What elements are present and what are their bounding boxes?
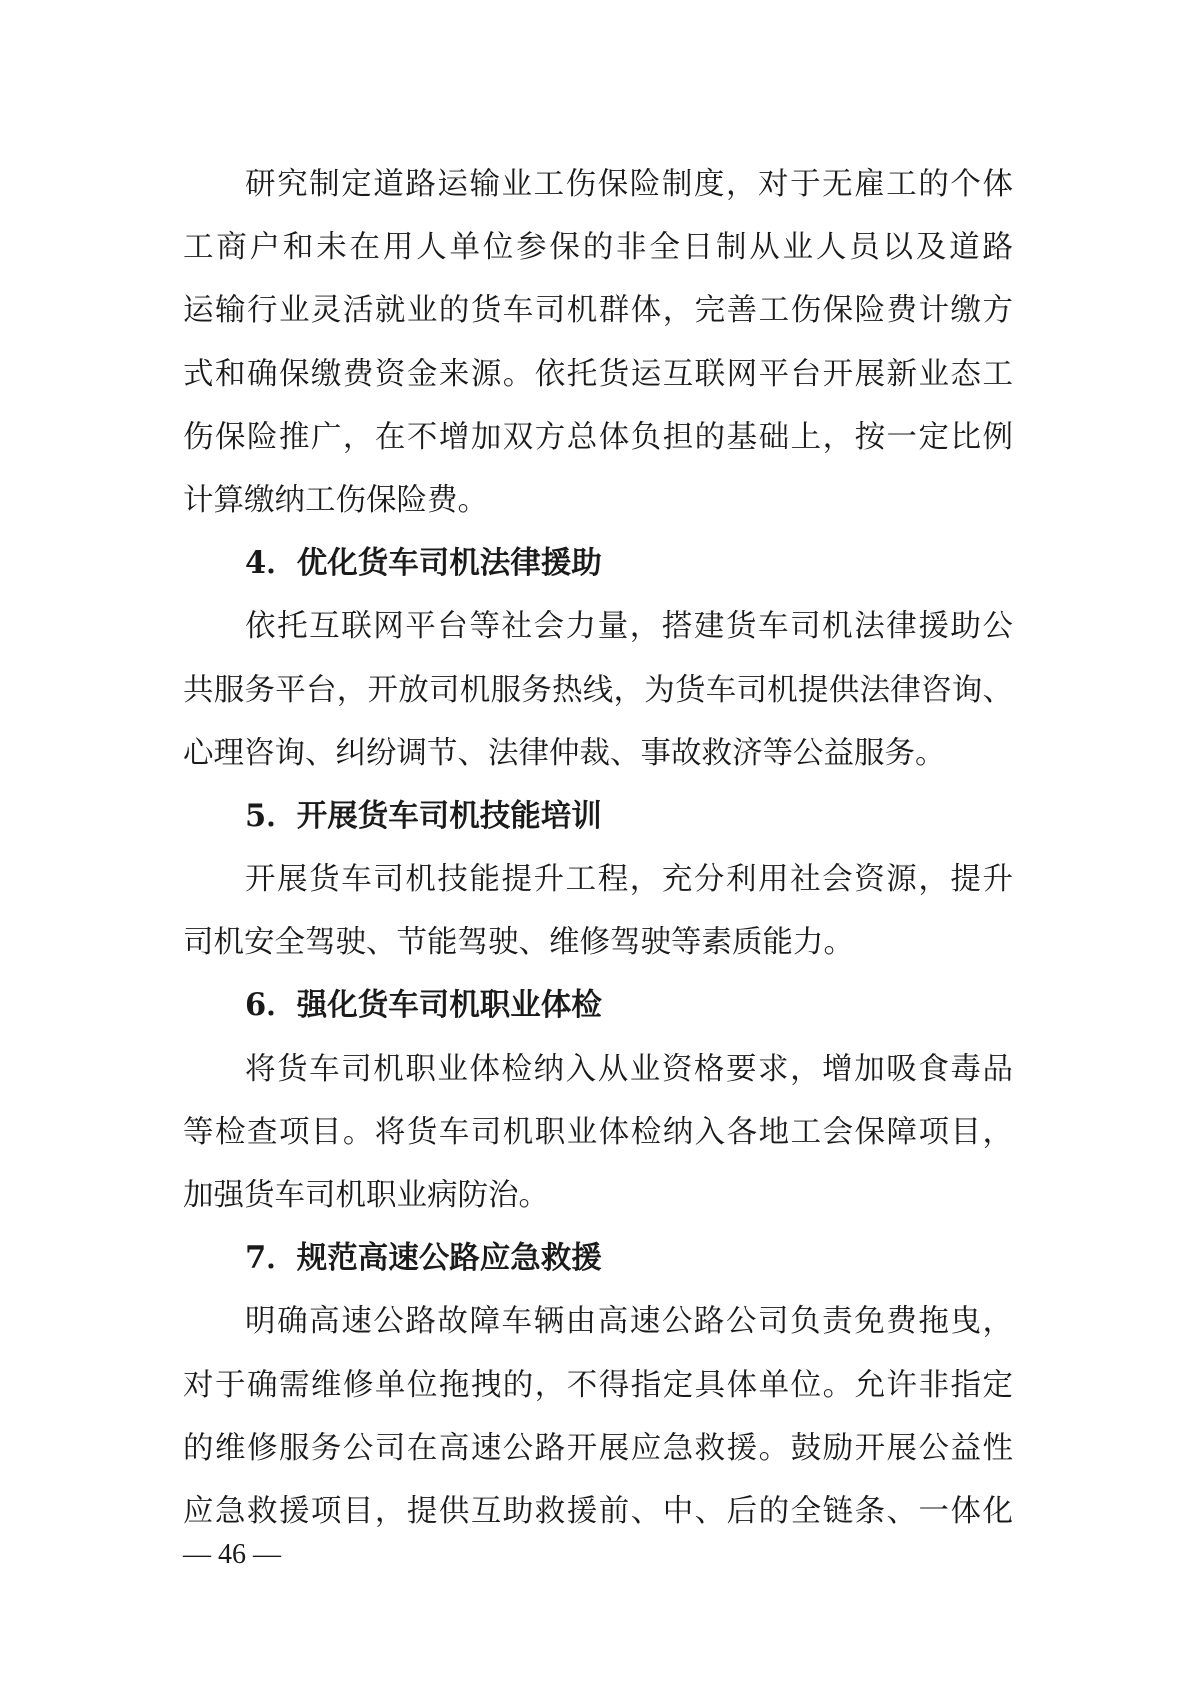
- section-heading-5: 5．开展货车司机技能培训: [245, 797, 602, 834]
- paragraph-line: 司机安全驾驶、节能驾驶、维修驾驶等素质能力。: [183, 925, 854, 961]
- section-heading-4: 4．优化货车司机法律援助: [245, 545, 602, 582]
- section-heading-7: 7．规范高速公路应急救援: [245, 1240, 602, 1277]
- paragraph-line: 伤保险推广，在不增加双方总体负担的基础上，按一定比例: [183, 419, 1013, 455]
- section-heading-6: 6．强化货车司机职业体检: [245, 987, 602, 1024]
- paragraph-line: 运输行业灵活就业的货车司机群体，完善工伤保险费计缴方: [183, 293, 1013, 329]
- paragraph-line: 依托互联网平台等社会力量，搭建货车司机法律援助公: [245, 609, 1013, 645]
- paragraph-line: 心理咨询、纠纷调节、法律仲裁、事故救济等公益服务。: [183, 735, 946, 771]
- paragraph-line: 加强货车司机职业病防治。: [183, 1178, 549, 1213]
- body-text: [183, 153, 1013, 1543]
- paragraph-line: 将货车司机职业体检纳入从业资格要求，增加吸食毒品: [245, 1051, 1013, 1087]
- paragraph-line: 等检查项目。将货车司机职业体检纳入各地工会保障项目，: [183, 1114, 1013, 1150]
- paragraph-line: 研究制定道路运输业工伤保险制度，对于无雇工的个体: [245, 167, 1013, 202]
- page-number: — 46 —: [183, 1539, 281, 1570]
- paragraph-line: 式和确保缴费资金来源。依托货运互联网平台开展新业态工: [183, 356, 1013, 392]
- paragraph-line: 计算缴纳工伤保险费。: [183, 482, 488, 518]
- paragraph-line: 共服务平台，开放司机服务热线，为货车司机提供法律咨询、: [183, 672, 1013, 708]
- paragraph-line: 应急救援项目，提供互助救援前、中、后的全链条、一体化: [183, 1493, 1013, 1529]
- paragraph-line: 明确高速公路故障车辆由高速公路公司负责免费拖曳，: [245, 1304, 1013, 1340]
- paragraph-line: 开展货车司机技能提升工程，充分利用社会资源，提升: [245, 862, 1013, 898]
- paragraph-line: 的维修服务公司在高速公路开展应急救援。鼓励开展公益性: [183, 1430, 1013, 1466]
- paragraph-line: 工商户和未在用人单位参保的非全日制从业人员以及道路: [183, 230, 1013, 266]
- paragraph-line: 对于确需维修单位拖拽的，不得指定具体单位。允许非指定: [183, 1367, 1013, 1403]
